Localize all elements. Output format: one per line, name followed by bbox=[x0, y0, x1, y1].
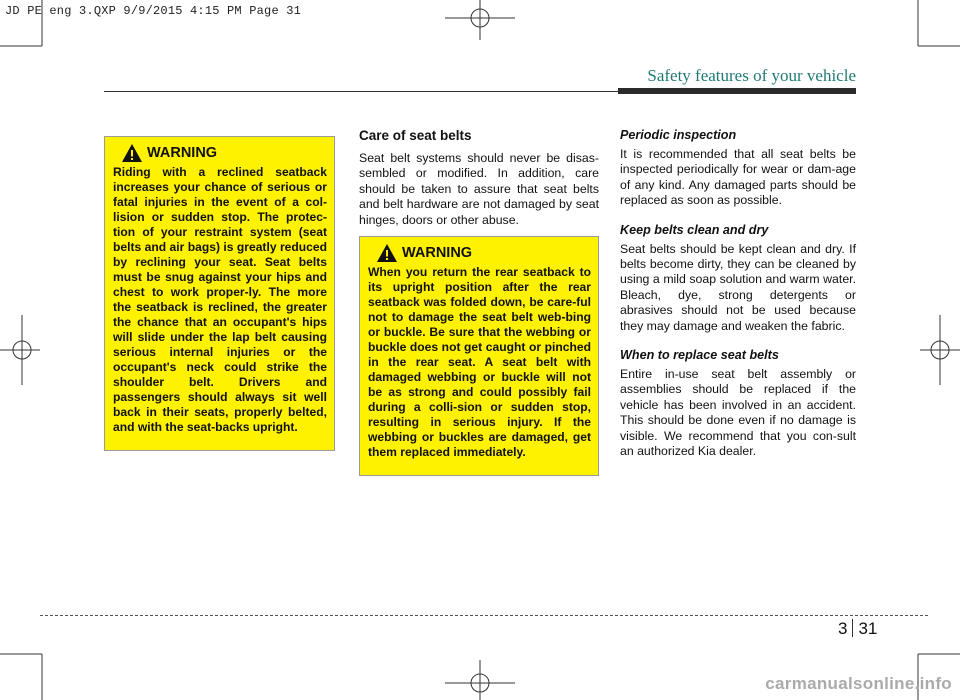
warning-title: WARNING bbox=[147, 145, 218, 161]
page-number-value: 31 bbox=[858, 619, 878, 638]
section-title: Care of seat belts bbox=[359, 128, 472, 143]
warning-triangle-icon bbox=[121, 143, 143, 163]
footer-dashed-rule bbox=[40, 615, 928, 616]
subheading-periodic-inspection: Periodic inspection bbox=[620, 128, 737, 142]
warning-box-reclined-seatback bbox=[104, 136, 335, 451]
right-column bbox=[620, 128, 856, 460]
subheading-when-to-replace: When to replace seat belts bbox=[620, 348, 779, 363]
paragraph-keep-belts-clean: Seat belts should be kept clean and dry. If belts become dirty, they can be cleaned by using a mild soap solution and warm water. Bleach, dye, strong detergents or abrasives should not be used because they may damage and weaken the fabric. bbox=[620, 241, 856, 333]
warning-triangle-icon bbox=[376, 243, 398, 263]
warning-header bbox=[368, 243, 591, 263]
watermark: carmanualsonline.info bbox=[765, 674, 952, 693]
warning-body: When you return the rear seatback to its upright position after the rear seatback was folded down, be care-ful not to damage the seat belt web-bing or buckle. Be sure that the webbing or buckle does not get caught or pinched in the rear seat. A seat belt with damaged webbing or buckle will not be as strong and could possibly fail during a colli-sion or sudden stop, resulting in serious injury. If the webbing or buckles are damaged, get them replaced immediately. bbox=[368, 265, 591, 459]
paragraph-periodic-inspection: It is recommended that all seat belts be inspected periodically for wear or dam-age of any kind. Any damaged parts should be replaced as soon as possible. bbox=[620, 147, 856, 208]
warning-header bbox=[113, 143, 327, 163]
print-slug: JD PE eng 3.QXP 9/9/2015 4:15 PM Page 31 bbox=[5, 4, 302, 18]
section-body: Seat belt systems should never be disas-sembled or modified. In addition, care should be taken to assure that seat belts and belt hardware are not damaged by seat hinges, doors or other abuse. bbox=[359, 151, 599, 227]
warning-body: Riding with a reclined seatback increases your chance of serious or fatal injuries in the event of a col-lision or sudden stop. The protec-tion of your restraint system (seat belts and air bags) is greatly reduced by reclining your seat. Seat belts must be snug against your hips and chest to work proper-ly. The more the seatback is reclined, the greater the chance that an occupant's hips will slide under the lap belt causing serious internal injuries or the occupant's neck could strike the shoulder belt. Drivers and passengers should always sit well back in their seats, properly belted, and with the seat-backs upright. bbox=[113, 165, 327, 434]
chapter-number: 3 bbox=[838, 619, 848, 638]
page-number-divider bbox=[852, 619, 853, 637]
warning-box-rear-seatback bbox=[359, 236, 599, 476]
header-accent-bar bbox=[618, 88, 856, 94]
page-number bbox=[838, 619, 877, 639]
warning-title: WARNING bbox=[402, 245, 473, 261]
paragraph-when-to-replace: Entire in-use seat belt assembly or assemblies should be replaced if the vehicle has been involved in an accident. This should be done even if no damage is visible. We recommend that you con-sult an authorized Kia dealer. bbox=[620, 367, 856, 459]
subheading-keep-belts-clean: Keep belts clean and dry bbox=[620, 222, 769, 237]
header-title: Safety features of your vehicle bbox=[647, 66, 856, 85]
